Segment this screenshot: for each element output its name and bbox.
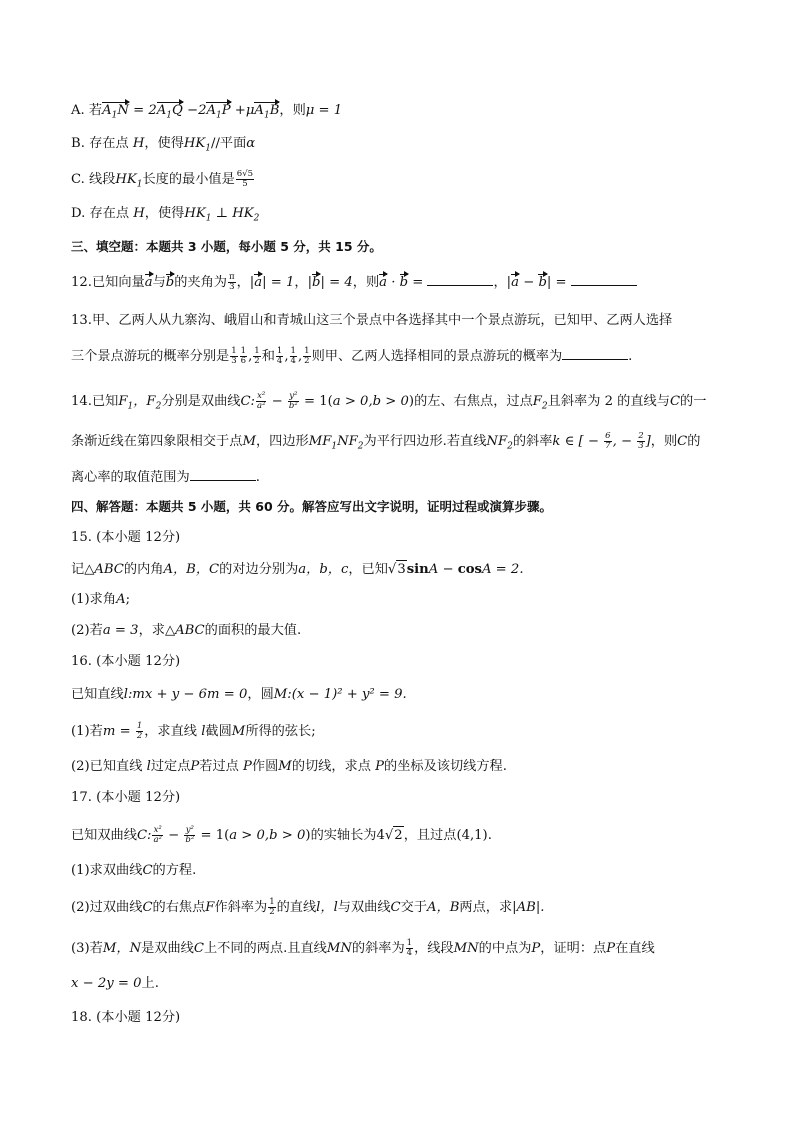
section-4-title: 四、解答题：本题共 5 小题，共 60 分。解答应写出文字说明，证明过程或演算步骤。: [71, 499, 553, 514]
question-16-stem: 已知直线l:mx + y − 6m = 0，圆M:(x − 1)² + y² = 9.: [71, 687, 407, 702]
answer-blank: [562, 347, 628, 360]
question-15-stem: 记△ABC的内角A，B，C的对边分别为a，b，c，已知√3sinA − cosA = 2.: [71, 562, 524, 577]
question-15-part-2: (2)若a = 3，求△ABC的面积的最大值.: [71, 623, 302, 638]
question-15-part-1: (1)求角A;: [71, 592, 131, 607]
question-16-header: 16. (本小题 12分): [71, 654, 181, 669]
question-14-line-2: 条渐近线在第四象限相交于点M，四边形$MF_1NF_2$为平行四边形.若直线$NF_2$的斜率k ∈ [ − $\frac{6}{7}$ , − $\frac{2}{3}$ ]，则C的: [71, 431, 701, 452]
question-17-part-3-cont: x − 2y = 0上.: [71, 976, 159, 991]
question-17-part-3: (3)若M，N是双曲线C上不同的两点.且直线MN的斜率为 $\frac{1}{4}$ ，线段MN的中点为P，证明：点P在直线: [71, 938, 655, 958]
question-18-header: 18. (本小题 12分): [71, 1010, 181, 1025]
question-16-part-1: (1)若m = $\frac{1}{2}$ ，求直线 l截圆M所得的弦长;: [71, 721, 316, 741]
answer-blank: [190, 468, 256, 481]
option-b: B. 存在点 H，使得$HK_1//$平面α: [71, 136, 256, 154]
answer-blank: [427, 273, 493, 286]
question-17-part-1: (1)求双曲线C的方程.: [71, 863, 197, 878]
question-15-header: 15. (本小题 12分): [71, 530, 181, 545]
question-16-part-2: (2)已知直线 l过定点P若过点 P作圆M的切线，求点 P的坐标及该切线方程.: [71, 759, 507, 774]
question-14-line-1: 14.已知$F_1$，$F_2$分别是双曲线C: $\frac{\text{x²}}{\text{a²}}$ − $\frac{\text{y²}}{\text{b²}}$ = 1(a > 0,b > 0)的左、右焦点，过点$F_2$且斜率为 2 的直线与C的一: [71, 391, 707, 412]
question-17-stem: 已知双曲线C: $\frac{\text{x²}}{\text{a²}}$ − $\frac{\text{y²}}{\text{b²}}$ = 1(a > 0,b > 0)的实轴长为4√2，且过点(4,1).: [71, 825, 492, 845]
question-17-part-2: (2)过双曲线C的右焦点F作斜率为 $\frac{1}{2}$ 的直线l，l与双曲线C交于A，B两点，求|AB|.: [71, 897, 545, 917]
question-14-line-3: 离心率的取值范围为 .: [71, 470, 260, 485]
question-13-line-2: 三个景点游玩的概率分别是 $\frac{1}{3}$ $\frac{1}{6}$ , $\frac{1}{2}$ 和 $\frac{1}{4}$ , $\frac{1}{4}$ , $\frac{1}{2}$ 则甲、乙两人选择相同的景点游玩的概率为 .: [71, 346, 633, 366]
answer-blank: [571, 273, 637, 286]
question-12: 12.已知向量a与b的夹角为 $\frac{\pi}{3}$ ，|a| = 1，|b| = 4，则a · b = ，|a − b| =: [71, 273, 734, 292]
option-a: A. 若$A_1N = 2A_1Q -2A_1P +\mu A_1B$，则μ = 1: [71, 103, 343, 121]
question-17-header: 17. (本小题 12分): [71, 790, 181, 805]
option-d: D. 存在点 H，使得$HK_1$ ⊥ $HK_2$: [71, 206, 260, 224]
option-c: C. 线段$HK_1$长度的最小值是 $\frac{6√5}{5}$: [71, 169, 254, 190]
section-3-title: 三、填空题：本题共 3 小题，每小题 5 分，共 15 分。: [71, 239, 382, 254]
question-13-line-1: 13.甲、乙两人从九寨沟、峨眉山和青城山这三个景点中各选择其中一个景点游玩，已知甲、乙两人选择: [71, 313, 673, 328]
